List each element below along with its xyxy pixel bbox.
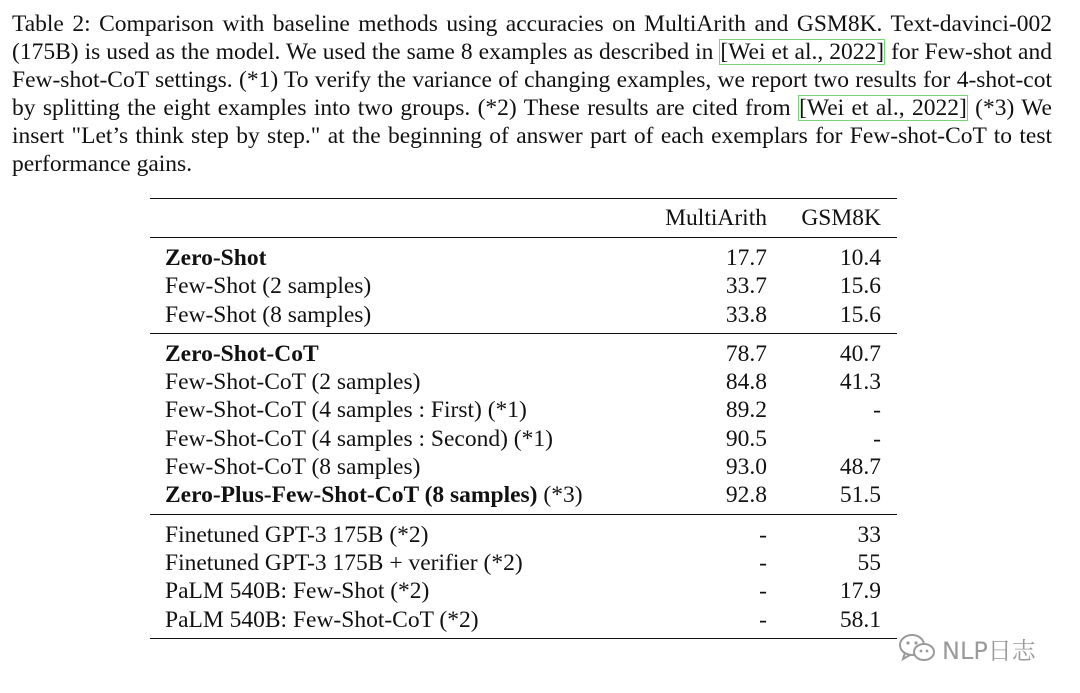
gsm8k-value: 10.4 [781,238,897,273]
method-cell [150,333,637,368]
multiarith-value: 78.7 [637,333,781,368]
multiarith-value: - [759,578,767,605]
table-row [150,333,897,368]
table-row [150,368,897,396]
gsm8k-value: 51.5 [839,482,881,509]
wechat-icon [898,632,936,664]
table-row [150,272,897,300]
watermark-text: NLP日志 [942,636,1036,665]
header-method [150,199,637,238]
table-row [150,577,897,605]
method-name: Few-Shot-CoT (2 samples) [165,369,421,396]
method-name: Few-Shot (2 samples) [165,273,372,300]
citation-link-wei-2022[interactable]: [Wei et al., 2022] [720,39,885,65]
multiarith-value: 93.0 [725,454,767,481]
multiarith-value: 33.8 [725,301,767,328]
method-cell [150,514,637,549]
gsm8k-value: 33 [781,514,897,549]
method-name: Zero-Plus-Few-Shot-CoT (8 samples) [165,482,538,509]
table-row [150,514,897,549]
multiarith-value: 17.7 [637,238,781,273]
method-name: Zero-Shot [165,245,267,271]
caption-text-2: for Few-shot and Few-shot-CoT settings. (*1) To verify the variance of changing examples, we report two results for 4-shot-cot by splitting the eight examples into two groups. (*2) These results are cited from [12,39,1052,121]
method-name: Finetuned GPT-3 175B (*2) [165,521,429,548]
method-cell [150,238,637,273]
multiarith-value: 84.8 [725,369,767,396]
method-cell [150,606,637,639]
table-header-row [150,199,897,238]
method-cell [150,368,637,396]
method-cell [150,425,637,453]
method-cell [150,549,637,577]
method-cell [150,481,637,514]
method-name: Finetuned GPT-3 175B + verifier (*2) [165,549,523,576]
header-multiarith: MultiArith [665,205,767,231]
method-note: (*3) [537,482,583,509]
method-name: Zero-Shot-CoT [165,340,319,367]
table-row [150,238,897,273]
table-row [150,425,897,453]
method-name: PaLM 540B: Few-Shot-CoT (*2) [165,606,479,633]
table-row [150,301,897,334]
multiarith-value: - [759,606,767,633]
gsm8k-value: 17.9 [839,578,881,605]
gsm8k-value: 40.7 [781,333,897,368]
gsm8k-value: 15.6 [839,301,881,328]
method-cell [150,577,637,605]
gsm8k-value: 58.1 [839,606,881,633]
method-cell [150,301,637,334]
gsm8k-value: 41.3 [839,369,881,396]
watermark [898,630,1036,666]
method-cell [150,396,637,424]
table-body [150,238,897,639]
table-caption [12,10,1052,178]
multiarith-value: 90.5 [725,425,767,452]
gsm8k-value: - [873,425,881,452]
citation-link-wei-2022-second[interactable]: [Wei et al., 2022] [799,95,967,121]
caption-text-1: Table 2: Comparison with baseline methods using accuracies on MultiArith and GSM8K. Text-davinci-002 (175B) is used as the model. We used the same 8 examples as described in [12,11,1052,65]
table-row [150,549,897,577]
caption-text-3: (*3) We insert "Let’s think step by step." at the beginning of answer part of each exemplars for Few-shot-CoT to test performance gains. [12,95,1052,177]
table-row [150,481,897,514]
results-table [150,198,897,639]
method-cell [150,453,637,481]
table-row [150,606,897,639]
method-name: Few-Shot-CoT (4 samples : First) (*1) [165,397,527,424]
table-row [150,396,897,424]
multiarith-value: - [637,514,781,549]
gsm8k-value: 48.7 [839,454,881,481]
method-name: PaLM 540B: Few-Shot (*2) [165,578,430,605]
multiarith-value: - [759,549,767,576]
table-row [150,453,897,481]
method-cell [150,272,637,300]
multiarith-value: 92.8 [725,482,767,509]
gsm8k-value: - [873,397,881,424]
multiarith-value: 33.7 [725,273,767,300]
gsm8k-value: 15.6 [839,273,881,300]
multiarith-value: 89.2 [725,397,767,424]
method-name: Few-Shot-CoT (4 samples : Second) (*1) [165,425,553,452]
method-name: Few-Shot (8 samples) [165,301,372,328]
gsm8k-value: 55 [857,549,881,576]
method-name: Few-Shot-CoT (8 samples) [165,454,421,481]
header-gsm8k: GSM8K [801,205,881,231]
